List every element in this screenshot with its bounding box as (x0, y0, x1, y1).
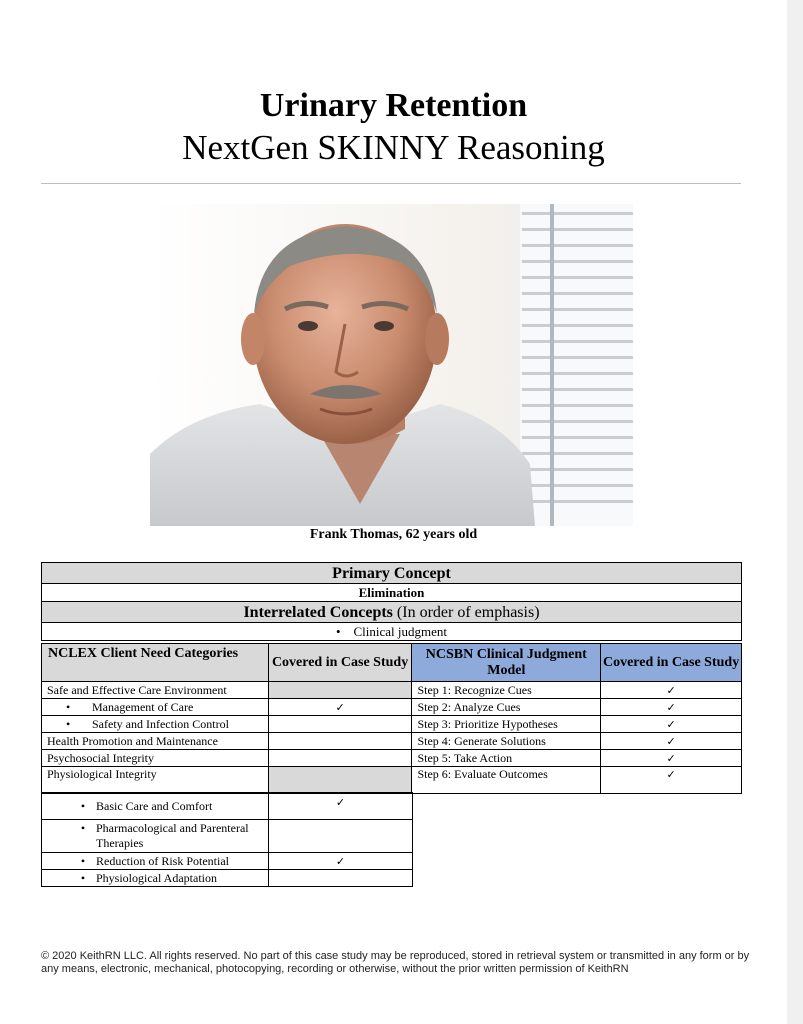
primary-concept-value: Elimination (42, 584, 742, 602)
interrelated-heading-note: (In order of emphasis) (396, 603, 540, 621)
empty-check-cell (269, 870, 413, 887)
ncsbn-step: Step 1: Recognize Cues (412, 682, 601, 699)
physiological-item: • Pharmacological and Parenteral Therapies (42, 820, 269, 853)
table-row (42, 733, 742, 750)
ncsbn-step: Step 2: Analyze Cues (412, 699, 601, 716)
check-icon: ✓ (268, 699, 412, 716)
physiological-item: • Physiological Adaptation (42, 870, 269, 887)
check-icon: ✓ (601, 716, 742, 733)
document-subtitle: NextGen SKINNY Reasoning (182, 128, 605, 167)
table-row (42, 870, 413, 887)
table-row (42, 853, 413, 870)
table-row (42, 793, 413, 820)
col-header-nclex: NCLEX Client Need Categories (42, 644, 269, 682)
table-row (42, 699, 742, 716)
document-title: Urinary Retention (259, 87, 528, 124)
nclex-check-cell (268, 716, 412, 733)
nclex-category: Physiological Integrity (42, 767, 269, 794)
check-icon: ✓ (269, 853, 413, 870)
primary-concept-heading: Primary Concept (42, 563, 742, 584)
physiological-subtable (41, 792, 413, 887)
nclex-category: Psychosocial Integrity (42, 750, 269, 767)
ncsbn-step: Step 5: Take Action (412, 750, 601, 767)
copyright-footer: © 2020 KeithRN LLC. All rights reserved. No part of this case study may be reproduced, stored in retrieval system or transmitted in any form or by any means, electronic, mechanical, photocopying, recording or otherwise, without the prior written permission of KeithRN (41, 950, 750, 975)
check-icon: ✓ (601, 682, 742, 699)
table-row (42, 716, 742, 733)
check-icon: ✓ (601, 750, 742, 767)
title-divider (41, 183, 741, 184)
nclex-check-cell (268, 767, 412, 794)
empty-check-cell (269, 820, 413, 853)
nclex-check-cell (268, 682, 412, 699)
interrelated-concept-item (42, 623, 742, 641)
ncsbn-step: Step 6: Evaluate Outcomes (412, 767, 601, 794)
bullet-icon: • (335, 623, 354, 639)
check-icon: ✓ (601, 733, 742, 750)
table-row (42, 750, 742, 767)
check-icon: ✓ (601, 699, 742, 716)
interrelated-concepts-heading (42, 602, 742, 623)
physiological-item: • Basic Care and Comfort (42, 793, 269, 820)
nclex-category: Health Promotion and Maintenance (42, 733, 269, 750)
nclex-category: Safe and Effective Care Environment (42, 682, 269, 699)
nclex-category: • Management of Care (42, 699, 269, 716)
ncsbn-step: Step 3: Prioritize Hypotheses (412, 716, 601, 733)
nclex-check-cell (268, 750, 412, 767)
table-row (42, 820, 413, 853)
col-header-covered-a: Covered in Case Study (268, 644, 412, 682)
check-icon: ✓ (269, 793, 413, 820)
photo-caption: Frank Thomas, 62 years old (309, 527, 478, 542)
check-icon: ✓ (601, 767, 742, 794)
col-header-covered-b: Covered in Case Study (601, 644, 742, 682)
table-row (42, 682, 742, 699)
ncsbn-step: Step 4: Generate Solutions (412, 733, 601, 750)
col-header-ncsbn: NCSBN Clinical Judgment Model (412, 644, 601, 682)
concepts-table (41, 562, 742, 641)
nclex-check-cell (268, 733, 412, 750)
table-row (42, 767, 742, 794)
category-table (41, 643, 742, 794)
interrelated-heading-text: Interrelated Concepts (243, 603, 393, 621)
patient-photo (150, 204, 633, 526)
nclex-category: • Safety and Infection Control (42, 716, 269, 733)
physiological-item: • Reduction of Risk Potential (42, 853, 269, 870)
interrelated-concept-label: Clinical judgment (353, 623, 448, 639)
